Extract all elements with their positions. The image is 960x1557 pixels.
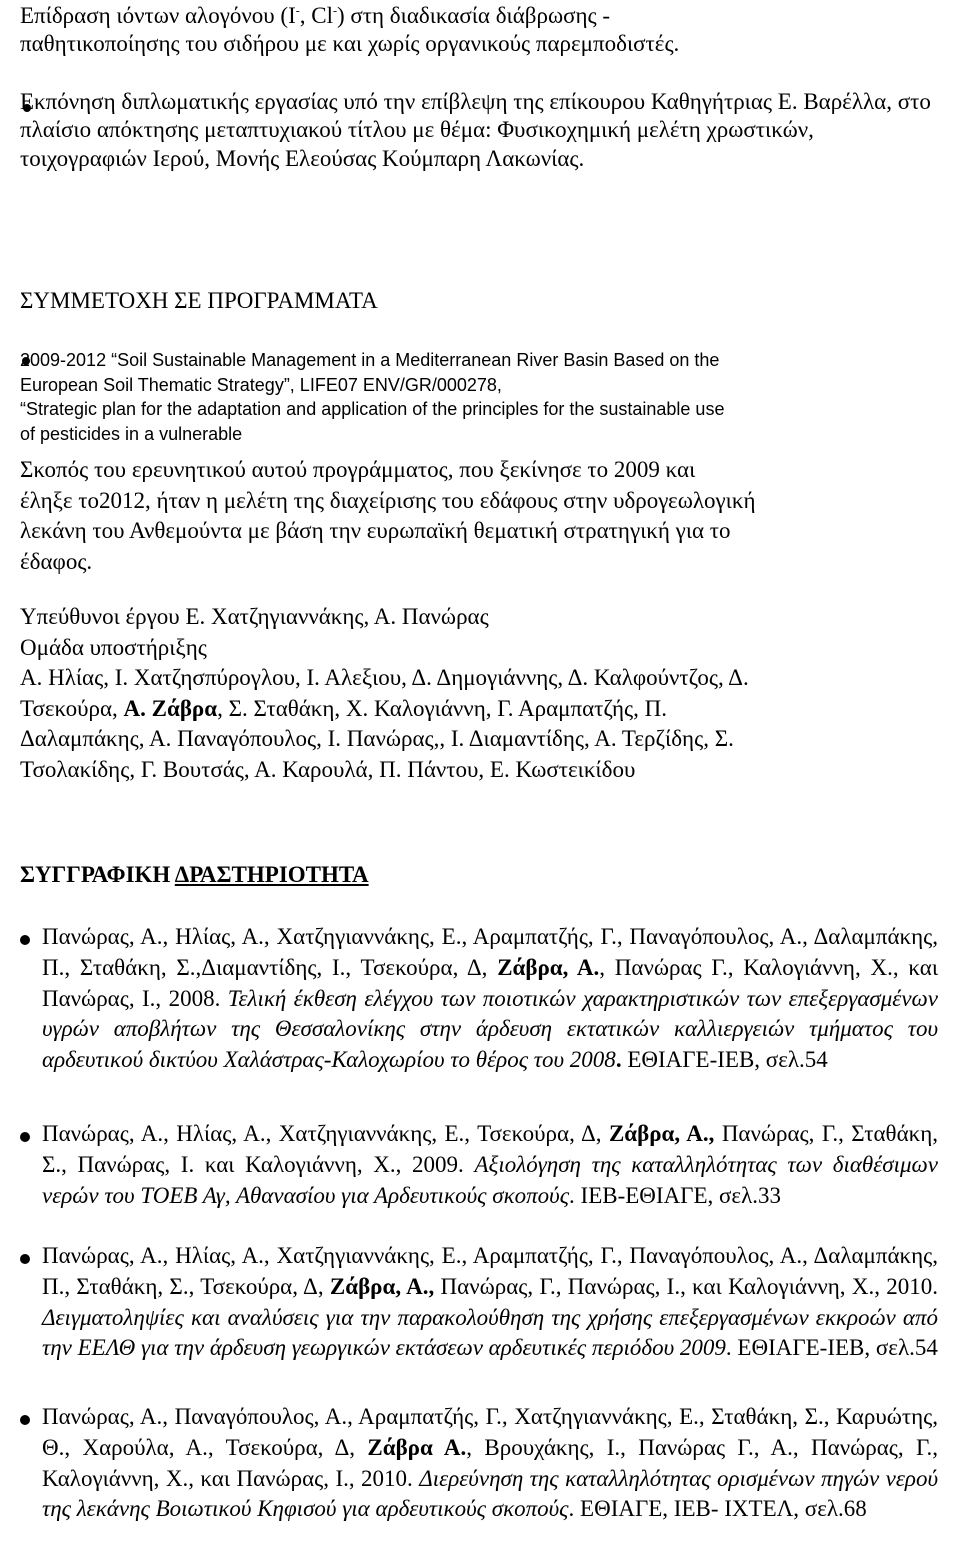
bullet-icon [20, 935, 30, 945]
publisher-pages: ΕΘΙΑΓΕ-ΙΕΒ, σελ.54 [737, 1335, 938, 1361]
authors-year: Πανώρας, Γ., Σταθάκη, Σ., Πανώρας, Ι. και Καλογιάννη, Χ., 2009. [42, 1121, 938, 1177]
publisher-pages: ΕΘΙΑΓΕ-ΙΕΒ, σελ.54 [627, 1047, 828, 1073]
project-responsible: Υπεύθυνοι έργου Ε. Χατζηγιαννάκης, Α. Πανώρας [20, 604, 489, 629]
text: ΔΡΑΣΤΗΡΙΟΤΗΤΑ [174, 862, 369, 887]
text: ) στη διαδικασία διάβρωσης - [336, 3, 611, 28]
support-team-line: Α. Ηλίας, Ι. Χατζησπύρογλου, Ι. Αλεξιου, Δ. Δημογιάννης, Δ. Καλφούντζος, Δ. [20, 665, 749, 690]
publication-item [42, 1119, 938, 1211]
superscript: - [332, 3, 337, 18]
support-team-line: Τσολακίδης, Γ. Βουτσάς, Α. Καρουλά, Π. Πάντου, Ε. Κωστεικίδου [20, 756, 636, 782]
publication-title: Δειγματοληψίες και αναλύσεις για την παρακολούθηση της χρήσης επεξεργασμένων εκκροών από την ΕΕΛΘ για την άρδευση γεωργικών εκτάσεων αρδευτικές περιόδου 2009 [42, 1304, 938, 1361]
authors-year: , Πανώρας Γ., Καλογιάννη, Χ., και Πανώρας, Ι., 2008. [42, 954, 939, 1011]
publication-item [42, 1241, 938, 1364]
text: Επίδραση ιόντων αλογόνου (I [20, 3, 296, 28]
authors: Πανώρας, Α., Παναγόπουλος, Α., Αραμπατζής, Γ., Χατζηγιαννάκης, Ε., Σταθάκη, Σ., Καρυώτης, Θ., Χαρούλα, Α., Τσεκούρα, Δ, [42, 1404, 938, 1460]
superscript: - [295, 3, 300, 18]
support-team-line [20, 694, 938, 725]
text: , Σ. Σταθάκη, Χ. Καλογιάννη, Γ. Αραμπατζής, Π. [217, 695, 667, 721]
program-gr-line: έληξε το2012, ήταν η μελέτη της διαχείρισης του εδάφους στην υδρογεωλογική [20, 487, 756, 513]
publisher-pages: ΕΘΙΑΓΕ, ΙΕΒ- ΙΧΤΕΛ, σελ.68 [580, 1496, 867, 1522]
program-en-line: 2009-2012 “Soil Sustainable Management in a Mediterranean River Basin Based on the [20, 350, 720, 370]
text: , Cl [299, 3, 333, 28]
authors: Πανώρας, Α., Ηλίας, Α., Χατζηγιαννάκης, Ε., Αραμπατζής, Γ., Παναγόπουλος, Α., Δαλαμπάκης, Π., Σταθάκη, Σ.,Διαμαντίδης, Ι., Τσεκούρα, Δ, [42, 924, 938, 980]
program-gr-line: έδαφος. [20, 548, 93, 574]
separator: . [615, 1047, 628, 1073]
thesis-item: Εκπόνηση διπλωματικής εργασίας υπό την επίβλεψη της επίκουρου Καθηγήτριας Ε. Βαρέλλα, στο πλαίσιο απόκτησης μεταπτυχιακού τίτλου με θέμα: Φυσικοχημική μελέτη χρωστικών, τοιχογραφιών Ιερού, Μονής Ελεούσας Κούμπαρη Λακωνίας. [20, 89, 931, 171]
program-gr-line: λεκάνη του Ανθεμούντα με βάση την ευρωπαϊκή θεματική στρατηγική για το [20, 518, 731, 543]
program-gr-line: Σκοπός του ερευνητικού αυτού προγράμματος, που ξεκίνησε το 2009 και [20, 457, 696, 482]
separator: . [725, 1335, 738, 1361]
authors: Πανώρας, Α., Ηλίας, Α., Χατζηγιαννάκης, Ε., Τσεκούρα, Δ, [42, 1121, 609, 1146]
highlighted-name: Α. Ζάβρα [123, 695, 218, 721]
authors-year: , Βρουχάκης, Ι., Πανώρας Γ., Α., Πανώρας, Γ., Καλογιάννη, Χ., και Πανώρας, Ι., 2010. [42, 1434, 939, 1491]
bullet-icon [20, 1415, 30, 1425]
highlighted-author: Ζάβρα, Α., [329, 1273, 435, 1299]
highlighted-author: Ζάβρα, Α., [608, 1121, 715, 1146]
publisher-pages: ΙΕΒ-ΕΘΙΑΓΕ, σελ.33 [580, 1182, 781, 1208]
previous-item-line-2: παθητικοποίησης του σιδήρου με και χωρίς οργανικούς παρεμποδιστές. [20, 31, 680, 57]
highlighted-author: Ζάβρα, Α. [497, 954, 600, 980]
section-heading-writing [20, 862, 369, 888]
publication-item [42, 1402, 938, 1525]
previous-item-line-1 [20, 2, 938, 30]
program-en-line: of pesticides in a vulnerable [20, 423, 243, 444]
support-team-line: Δαλαμπάκης, Α. Παναγόπουλος, Ι. Πανώρας,, Ι. Διαμαντίδης, Α. Τερζίδης, Σ. [20, 726, 734, 751]
text: ΣΥΓΓΡΑΦΙΚΗ [20, 862, 175, 887]
authors: Πανώρας, Α., Ηλίας, Α., Χατζηγιαννάκης, Ε., Αραμπατζής, Γ., Παναγόπουλος, Α., Δαλαμπάκης, Π., Σταθάκη, Σ., Τσεκούρα, Δ, [42, 1243, 938, 1299]
publication-item [42, 922, 938, 1076]
publication-title: Τελική έκθεση ελέγχου των ποιοτικών χαρακτηριστικών των επεξεργασμένων υγρών αποβλήτων της Θεσσαλονίκης στην άρδευση εκτατικών καλλιεργειών τμήματος του αρδευτικού δικτύου Χαλάστρας-Καλοχωρίου το θέρος του 2008 [42, 985, 939, 1073]
publication-title: Διερεύνηση της καταλληλότητας ορισμένων πηγών νερού της λεκάνης Βοιωτικού Κηφισού για αρδευτικούς σκοπούς [42, 1465, 938, 1522]
separator: . [568, 1496, 581, 1522]
program-team [20, 602, 938, 785]
text: Τσεκούρα, [20, 695, 124, 721]
program-en-line: “Strategic plan for the adaptation and application of the principles for the sustainable use [20, 399, 725, 419]
publication-title: Αξιολόγηση της καταλληλότητας των διαθέσιμων νερών του ΤΟΕΒ Αγ, Αθανασίου για Αρδευτικούς σκοπούς [42, 1151, 938, 1208]
program-greek-description [20, 455, 938, 577]
authors-year: Πανώρας, Γ., Πανώρας, Ι., και Καλογιάννη, Χ., 2010. [434, 1273, 939, 1299]
bullet-icon [20, 1254, 30, 1264]
separator: . [569, 1182, 581, 1208]
program-english-description [20, 348, 938, 446]
section-heading-programs: ΣΥΜΜΕΤΟΧΗ ΣΕ ΠΡΟΓΡΑΜΜΑΤΑ [20, 288, 378, 313]
support-team-label: Ομάδα υποστήριξης [20, 634, 207, 660]
program-en-line: European Soil Thematic Strategy”, LIFE07 ENV/GR/000278, [20, 374, 502, 395]
previous-item-continuation [20, 2, 938, 59]
highlighted-author: Ζάβρα Α. [367, 1434, 467, 1460]
bullet-icon [20, 1132, 30, 1142]
